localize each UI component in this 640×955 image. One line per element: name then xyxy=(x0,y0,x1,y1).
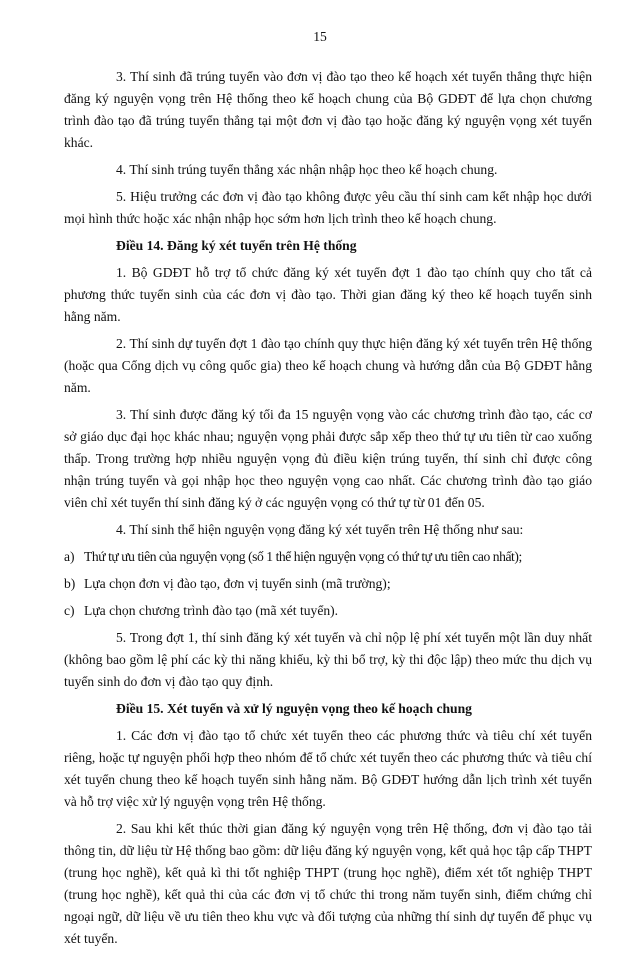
page-number: 15 xyxy=(313,29,327,44)
list-item-text: Thứ tự ưu tiên của nguyện vọng (số 1 thể hiện nguyện vọng có thứ tự ưu tiên cao nhất); xyxy=(84,549,522,564)
paragraph: 2. Sau khi kết thúc thời gian đăng ký nguyện vọng trên Hệ thống, đơn vị đào tạo tải thông tin, dữ liệu từ Hệ thống bao gồm: dữ liệu đăng ký nguyện vọng, kết quả học tập cấp THPT (trung học nghề), kết quả kì thi tốt nghiệp THPT (trung học nghề), điểm xét tốt nghiệp THPT (trung học nghề), kết quả thi của các đơn vị tổ chức thi trong năm tuyển sinh, điểm chứng chỉ ngoại ngữ, dữ liệu về ưu tiên theo khu vực và đối tượng của những thí sinh dự tuyển để phục vụ xét tuyển. xyxy=(64,821,592,946)
paragraph: 4. Thí sinh thể hiện nguyện vọng đăng ký xét tuyển trên Hệ thống như sau: xyxy=(116,522,524,537)
document-body xyxy=(64,66,592,955)
paragraph: 5. Hiệu trưởng các đơn vị đào tạo không được yêu cầu thí sinh cam kết nhập học dưới mọi hình thức hoặc xác nhận nhập học sớm hơn lịch trình theo kế hoạch chung. xyxy=(64,189,592,226)
list-item-text: Lựa chọn chương trình đào tạo (mã xét tuyển). xyxy=(84,603,339,618)
list-item xyxy=(64,573,592,595)
paragraph: 1. Các đơn vị đào tạo tổ chức xét tuyển theo các phương thức và tiêu chí xét tuyển riêng, hoặc tự nguyện phối hợp theo nhóm để tổ chức xét tuyển theo các phương thức và tiêu chí xét tuyển chung theo kế hoạch tuyển sinh hằng năm. Bộ GDĐT hướng dẫn lịch trình xét tuyển và hỗ trợ việc xử lý nguyện vọng trên Hệ thống. xyxy=(64,728,592,809)
list-item xyxy=(64,600,592,622)
list-item-marker: a) xyxy=(64,549,75,564)
list-item xyxy=(64,546,592,568)
paragraph: 1. Bộ GDĐT hỗ trợ tổ chức đăng ký xét tuyển đợt 1 đào tạo chính quy cho tất cả phương thức tuyển sinh của các đơn vị đào tạo. Thời gian đăng ký theo kế hoạch tuyển sinh hằng năm. xyxy=(64,265,592,324)
list-item-text: Lựa chọn đơn vị đào tạo, đơn vị tuyển sinh (mã trường); xyxy=(84,576,391,591)
paragraph: 5. Trong đợt 1, thí sinh đăng ký xét tuyển và chỉ nộp lệ phí xét tuyển một lần duy nhất (không bao gồm lệ phí các kỳ thi năng khiếu, kỳ thi bổ trợ, kỳ thi độc lập) theo mức thu dịch vụ tuyển sinh do đơn vị đào tạo quy định. xyxy=(64,630,592,689)
article-heading: Điều 15. Xét tuyển và xử lý nguyện vọng theo kế hoạch chung xyxy=(116,701,472,716)
paragraph: 3. Thí sinh đã trúng tuyển vào đơn vị đào tạo theo kế hoạch xét tuyển thẳng thực hiện đăng ký nguyện vọng trên Hệ thống theo kế hoạch chung của Bộ GDĐT để lựa chọn chương trình đào tạo đã trúng tuyển thẳng tại một đơn vị đào tạo hoặc đăng ký nguyện vọng xét tuyển khác. xyxy=(64,69,592,150)
paragraph: 4. Thí sinh trúng tuyển thẳng xác nhận nhập học theo kế hoạch chung. xyxy=(116,162,498,177)
paragraph: 3. Thí sinh được đăng ký tối đa 15 nguyện vọng vào các chương trình đào tạo, các cơ sở giáo dục đại học khác nhau; nguyện vọng phải được sắp xếp theo thứ tự ưu tiên từ cao xuống thấp. Trong trường hợp nhiều nguyện vọng đủ điều kiện trúng tuyển, thí sinh chỉ được công nhận trúng tuyển và gọi nhập học theo nguyện vọng cao nhất. Các chương trình đào tạo giáo viên chỉ xét tuyển thí sinh đăng ký ở các nguyện vọng có thứ tự từ 01 đến 05. xyxy=(64,407,592,510)
paragraph: 2. Thí sinh dự tuyển đợt 1 đào tạo chính quy thực hiện đăng ký xét tuyển trên Hệ thống (hoặc qua Cổng dịch vụ công quốc gia) theo kế hoạch chung và hướng dẫn của Bộ GDĐT hằng năm. xyxy=(64,336,592,395)
list-item-marker: b) xyxy=(64,576,76,591)
article-heading: Điều 14. Đăng ký xét tuyển trên Hệ thống xyxy=(116,238,357,253)
list-item-marker: c) xyxy=(64,603,75,618)
